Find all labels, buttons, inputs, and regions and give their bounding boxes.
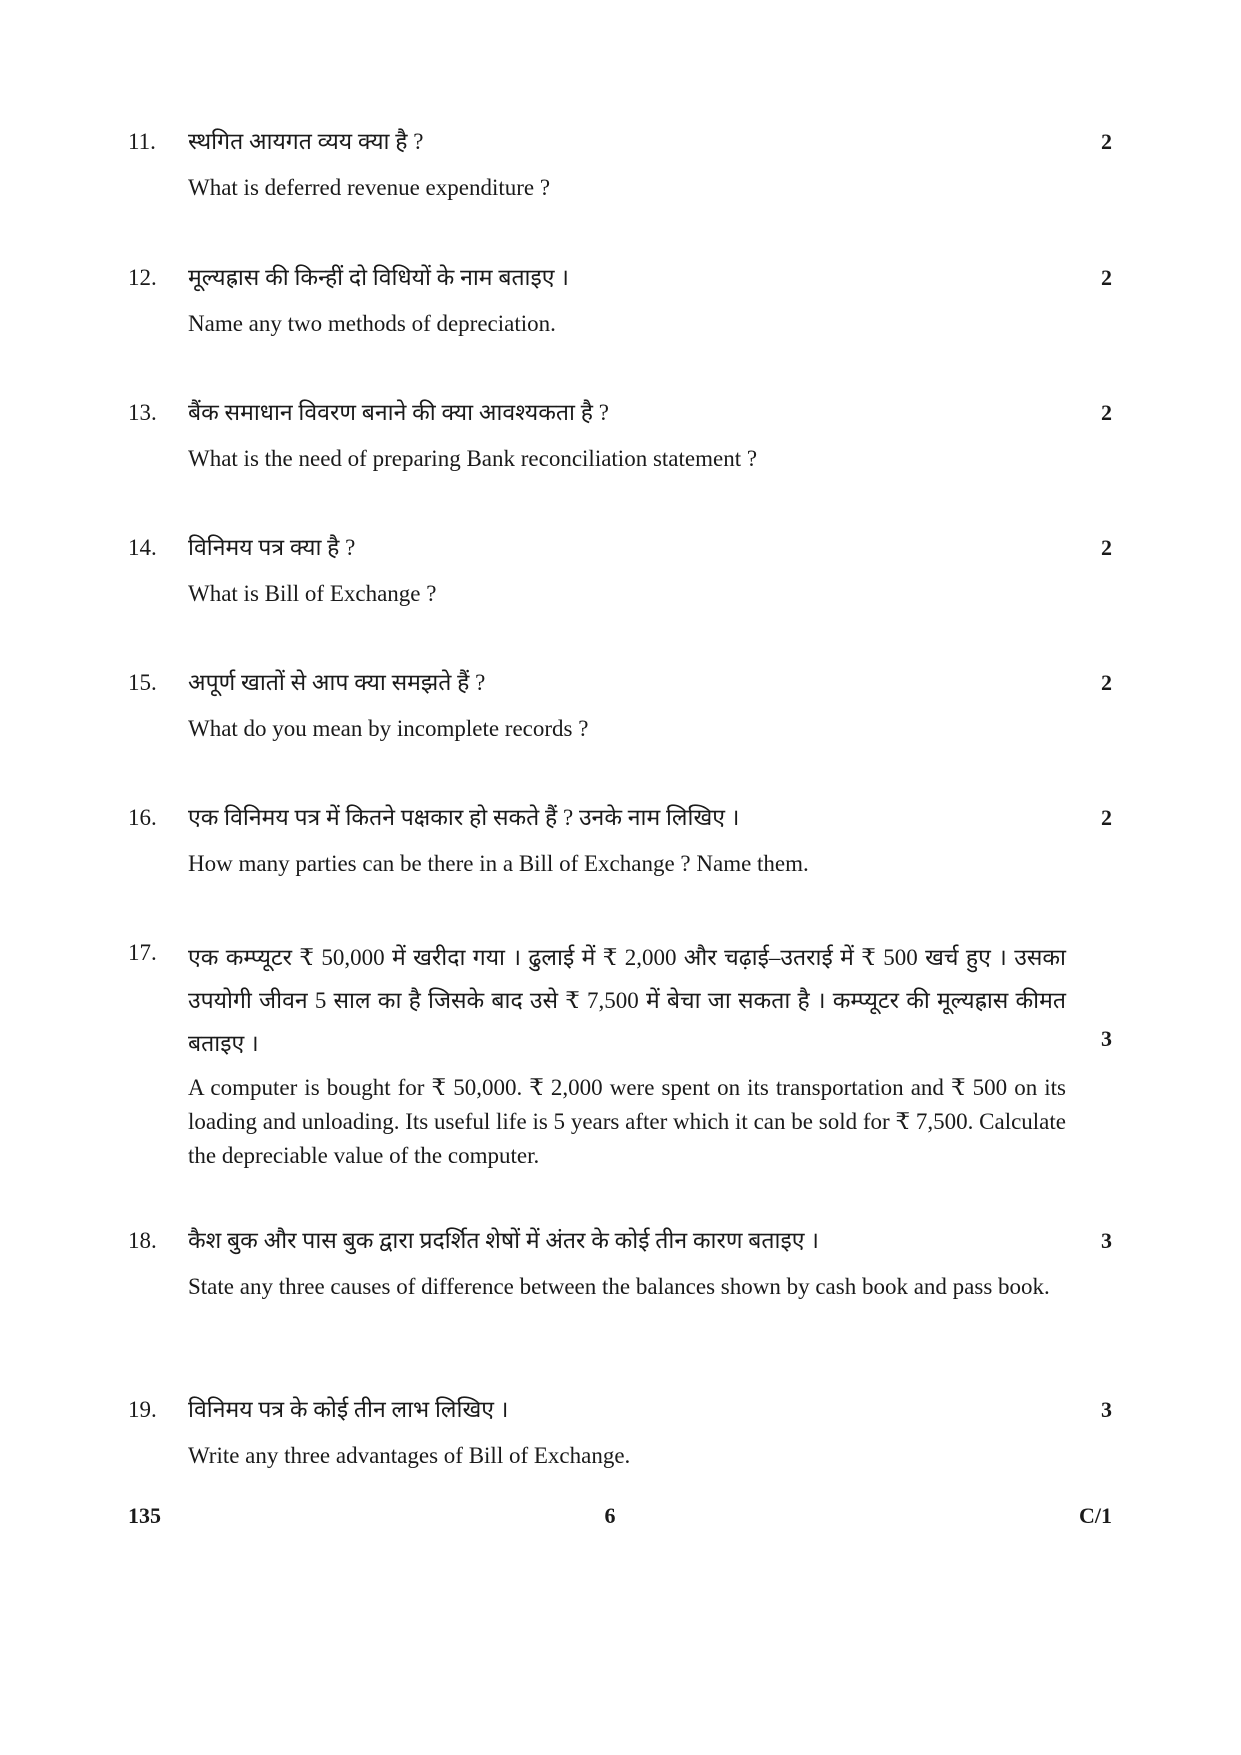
question-marks: 3 — [1101, 1026, 1112, 1051]
question-english: Write any three advantages of Bill of Exchange. — [188, 1443, 631, 1468]
question-number: 16. — [128, 805, 157, 830]
question-number: 11. — [128, 129, 156, 154]
question-hindi: स्थगित आयगत व्यय क्या है ? — [188, 129, 424, 154]
footer-page-number: 6 — [604, 1503, 616, 1528]
footer-paper-code: 135 — [128, 1503, 161, 1528]
question-number: 18. — [128, 1228, 157, 1253]
question-number: 19. — [128, 1397, 157, 1422]
question-english: What is deferred revenue expenditure ? — [188, 175, 551, 200]
question-hindi: विनिमय पत्र क्या है ? — [188, 535, 356, 560]
question-english: A computer is bought for ₹ 50,000. ₹ 2,000 were spent on its transportation and ₹ 500 on its loading and unloading. Its useful life is 5 years after which it can be sold for ₹ 7,500. Calculate the depreciable value of the computer. — [188, 1075, 1066, 1168]
question-english: Name any two methods of depreciation. — [188, 311, 556, 336]
question-hindi: विनिमय पत्र के कोई तीन लाभ लिखिए । — [188, 1397, 509, 1422]
question-marks: 2 — [1101, 805, 1112, 830]
question-english: State any three causes of difference between the balances shown by cash book and pass book. — [188, 1274, 1050, 1299]
question-hindi: मूल्यह्रास की किन्हीं दो विधियों के नाम बताइए । — [188, 265, 569, 290]
question-english: How many parties can be there in a Bill of Exchange ? Name them. — [188, 851, 809, 876]
question-number: 14. — [128, 535, 157, 560]
footer-set-code: C/1 — [1079, 1503, 1112, 1528]
question-marks: 2 — [1101, 535, 1112, 560]
question-marks: 2 — [1101, 129, 1112, 154]
question-marks: 2 — [1101, 265, 1112, 290]
question-hindi: एक कम्प्यूटर ₹ 50,000 में खरीदा गया । ढुलाई में ₹ 2,000 और चढ़ाई–उतराई में ₹ 500 खर्च हुए । उसका उपयोगी जीवन 5 साल का है जिसके बाद उसे ₹ 7,500 में बेचा जा सकता है । कम्प्यूटर की मूल्यह्रास कीमत बताइए । — [188, 945, 1066, 1056]
question-number: 12. — [128, 265, 157, 290]
question-hindi: बैंक समाधान विवरण बनाने की क्या आवश्यकता है ? — [188, 400, 609, 425]
question-marks: 2 — [1101, 670, 1112, 695]
question-hindi: अपूर्ण खातों से आप क्या समझते हैं ? — [188, 670, 486, 695]
question-english: What is the need of preparing Bank reconciliation statement ? — [188, 446, 758, 471]
question-english: What do you mean by incomplete records ? — [188, 716, 589, 741]
question-number: 13. — [128, 400, 157, 425]
question-english: What is Bill of Exchange ? — [188, 581, 437, 606]
question-marks: 3 — [1101, 1228, 1112, 1253]
question-hindi: कैश बुक और पास बुक द्वारा प्रदर्शित शेषों में अंतर के कोई तीन कारण बताइए । — [188, 1228, 819, 1253]
question-marks: 2 — [1101, 400, 1112, 425]
question-number: 17. — [128, 940, 157, 965]
question-hindi: एक विनिमय पत्र में कितने पक्षकार हो सकते हैं ? उनके नाम लिखिए । — [188, 805, 740, 830]
question-marks: 3 — [1101, 1397, 1112, 1422]
question-number: 15. — [128, 670, 157, 695]
